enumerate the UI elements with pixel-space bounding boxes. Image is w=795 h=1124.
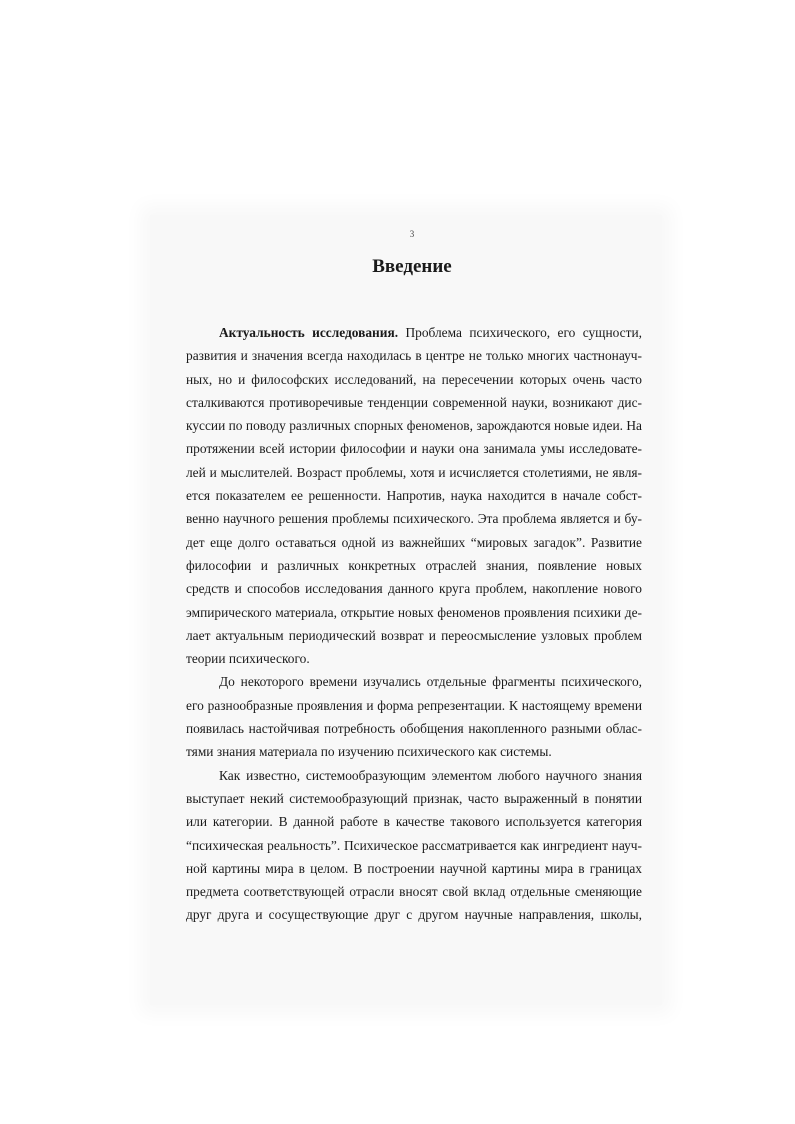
text-line: протяжении всей истории философии и науки она занимала умы исследовате-	[186, 441, 642, 457]
text-line	[186, 321, 642, 344]
text-line: или категории. В данной работе в качестве такового используется категория	[186, 814, 642, 830]
text-line-content: Проблема психического, его сущности,	[398, 325, 642, 340]
text-line: ных, но и философских исследований, на пересечении которых очень часто	[186, 371, 642, 387]
text-line: выступает некий системообразующий признак, часто выраженный в понятии	[186, 790, 642, 806]
paragraph-system-forming	[186, 764, 642, 927]
text-line: До некоторого времени изучались отдельные фрагменты психического,	[219, 674, 642, 690]
text-line: тями знания материала по изучению психического как системы.	[186, 744, 552, 760]
page-title: Введение	[372, 256, 452, 277]
text-line: венно научного решения проблемы психического. Эта проблема является и бу-	[186, 511, 642, 527]
section-lead: Актуальность исследования.	[219, 325, 399, 340]
text-line: теории психического.	[186, 651, 310, 667]
text-line: средств и способов исследования данного круга проблем, накопление нового	[186, 581, 642, 597]
text-line: предмета соответствующей отрасли вносят свой вклад отдельные сменяющие	[186, 884, 642, 900]
text-line: лает актуальным периодический возврат и переосмысление узловых проблем	[186, 627, 642, 643]
text-line: философии и различных конкретных отраслей знания, появление новых	[186, 557, 642, 573]
text-line: ется показателем ее решенности. Напротив, наука находится в начале собст-	[186, 488, 642, 504]
text-line: сталкиваются противоречивые тенденции современной науки, возникают дис-	[186, 394, 642, 410]
text-line: друг друга и сосуществующие друг с другом научные направления, школы,	[186, 907, 642, 923]
text-line: куссии по поводу различных спорных феноменов, зарождаются новые идеи. На	[186, 418, 642, 434]
text-line: развития и значения всегда находилась в центре не только многих частнонауч-	[186, 348, 642, 364]
text-line: его разнообразные проявления и форма репрезентации. К настоящему времени	[186, 697, 642, 713]
page-number: 3	[409, 229, 415, 239]
text-line: дет еще долго оставаться одной из важнейших “мировых загадок”. Развитие	[186, 534, 642, 550]
text-line: лей и мыслителей. Возраст проблемы, хотя и исчисляется столетиями, не явля-	[186, 464, 642, 480]
text-line: Как известно, системообразующим элементом любого научного знания	[219, 767, 642, 783]
document-body	[186, 321, 642, 927]
text-line: эмпирического материала, открытие новых феноменов проявления психики де-	[186, 604, 642, 620]
paragraph-relevance	[186, 321, 642, 670]
text-line: появилась настойчивая потребность обобщения накопленного разными облас-	[186, 721, 642, 737]
paragraph-fragments	[186, 670, 642, 763]
text-line: “психическая реальность”. Психическое рассматривается как ингредиент науч-	[186, 837, 642, 853]
text-line: ной картины мира в целом. В построении научной картины мира в границах	[186, 860, 642, 876]
